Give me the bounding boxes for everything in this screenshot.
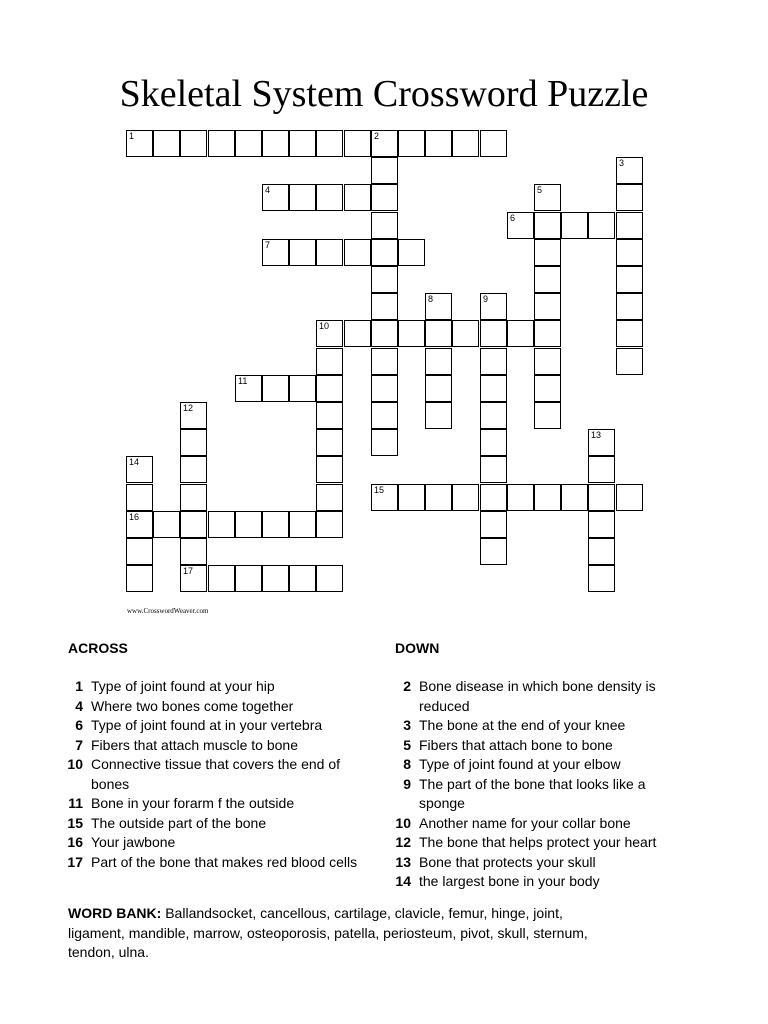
grid-cell[interactable] [262,375,289,402]
clue-number: 15 [67,814,83,831]
down-heading: DOWN [395,640,440,656]
across-clue [58,716,368,736]
grid-cell[interactable] [480,484,507,511]
grid-cell[interactable] [208,565,235,592]
across-clue [58,853,368,873]
clue-text: Your jawbone [91,834,176,850]
grid-cell[interactable] [480,456,507,483]
grid-cell[interactable] [235,375,262,402]
across-clue [58,736,368,756]
cell-number: 3 [619,158,625,168]
grid-cell[interactable] [452,130,479,157]
grid-cell[interactable] [534,402,561,429]
credit-text: www.CrosswordWeaver.com [127,607,209,615]
down-clue-list [386,677,686,892]
down-clue [386,853,686,873]
grid-cell[interactable] [316,184,343,211]
grid-cell[interactable] [289,375,316,402]
clue-text: Fibers that attach muscle to bone [91,736,298,753]
grid-cell[interactable] [534,484,561,511]
down-clue [386,872,686,892]
grid-cell[interactable] [534,184,561,211]
word-bank [68,904,608,963]
grid-cell[interactable] [480,348,507,375]
clue-text: The part of the bone that looks like a sponge [419,775,646,811]
grid-cell[interactable] [153,130,180,157]
grid-cell[interactable] [208,511,235,538]
grid-cell[interactable] [425,348,452,375]
grid-cell[interactable] [371,184,398,211]
grid-cell[interactable] [316,320,343,347]
grid-cell[interactable] [371,212,398,239]
down-clue [386,677,686,716]
grid-cell[interactable] [344,130,371,157]
clue-number: 3 [403,717,411,733]
grid-cell[interactable] [262,184,289,211]
clue-number: 5 [403,736,411,753]
grid-cell[interactable] [371,239,398,266]
grid-cell[interactable] [180,538,207,565]
cell-number: 11 [238,376,248,386]
cell-number: 13 [591,430,602,440]
grid-cell[interactable] [126,484,153,511]
grid-cell[interactable] [534,320,561,347]
grid-cell[interactable] [316,375,343,402]
grid-cell[interactable] [289,239,316,266]
grid-cell[interactable] [316,348,343,375]
grid-cell[interactable] [371,157,398,184]
grid-cell[interactable] [398,239,425,266]
grid-cell[interactable] [262,130,289,157]
grid-cell[interactable] [289,511,316,538]
clue-number: 1 [75,678,83,694]
grid-cell[interactable] [180,402,207,429]
clue-number: 8 [403,756,411,772]
grid-cell[interactable] [289,565,316,592]
grid-cell[interactable] [371,484,398,511]
cell-number: 5 [537,185,543,195]
clue-text: The outside part of the bone [91,814,267,831]
grid-cell[interactable] [425,293,452,320]
clue-text: Type of joint found at in your vertebra [91,717,323,733]
grid-cell[interactable] [262,239,289,266]
grid-cell[interactable] [452,320,479,347]
grid-cell[interactable] [180,565,207,592]
down-clue [386,736,686,756]
across-clue [58,814,368,834]
grid-cell[interactable] [534,375,561,402]
grid-cell[interactable] [180,429,207,456]
grid-cell[interactable] [480,320,507,347]
across-clue [58,833,368,853]
grid-cell[interactable] [316,565,343,592]
grid-cell[interactable] [616,239,643,266]
grid-cell[interactable] [398,130,425,157]
grid-cell[interactable] [208,130,235,157]
word-bank-text: Ballandsocket, cancellous, cartilage, clavicle, femur, hinge, joint, ligament, mandible, marrow, osteoporosis, patella, periosteum, pivot, skull, sternum, tendon, ulna. [68,905,588,960]
grid-cell[interactable] [507,212,534,239]
grid-cell[interactable] [480,375,507,402]
grid-cell[interactable] [371,320,398,347]
clue-text: Bone disease in which bone density is reduced [419,678,656,714]
cell-number: 9 [483,294,489,304]
grid-cell[interactable] [425,402,452,429]
grid-cell[interactable] [371,293,398,320]
grid-cell[interactable] [561,212,588,239]
grid-cell[interactable] [616,484,643,511]
grid-cell[interactable] [180,456,207,483]
cell-number: 1 [129,131,135,141]
clue-text: The bone that helps protect your heart [419,834,657,850]
cell-number: 8 [428,294,434,304]
grid-cell[interactable] [289,130,316,157]
down-clue [386,775,686,814]
grid-cell[interactable] [371,266,398,293]
clue-number: 16 [67,834,83,850]
grid-cell[interactable] [316,484,343,511]
grid-cell[interactable] [371,429,398,456]
grid-cell[interactable] [588,538,615,565]
grid-cell[interactable] [235,130,262,157]
clue-text: Part of the bone that makes red blood cells [91,853,358,870]
grid-cell[interactable] [534,266,561,293]
grid-cell[interactable] [480,511,507,538]
grid-cell[interactable] [344,239,371,266]
clue-number: 6 [75,717,83,733]
grid-cell[interactable] [507,320,534,347]
grid-cell[interactable] [425,484,452,511]
cell-number: 2 [374,131,380,141]
grid-cell[interactable] [588,212,615,239]
across-heading: ACROSS [68,640,128,656]
grid-cell[interactable] [180,130,207,157]
clue-text: Connective tissue that covers the end of bones [91,756,341,792]
down-clue [386,833,686,853]
down-clue [386,814,686,834]
grid-cell[interactable] [316,456,343,483]
grid-cell[interactable] [371,402,398,429]
across-clue [58,677,368,697]
grid-cell[interactable] [398,320,425,347]
grid-cell[interactable] [126,565,153,592]
clue-text: Bone that protects your skull [419,853,596,870]
grid-cell[interactable] [289,184,316,211]
grid-cell[interactable] [126,511,153,538]
clue-text: The bone at the end of your knee [419,717,626,733]
grid-cell[interactable] [480,130,507,157]
grid-cell[interactable] [316,511,343,538]
grid-cell[interactable] [262,511,289,538]
grid-cell[interactable] [616,212,643,239]
grid-cell[interactable] [316,402,343,429]
grid-cell[interactable] [616,184,643,211]
clue-text: Bone in your forarm f the outside [91,795,295,811]
grid-cell[interactable] [534,293,561,320]
clue-number: 14 [395,873,411,889]
grid-cell[interactable] [616,266,643,293]
across-clue [58,755,368,794]
grid-cell[interactable] [316,239,343,266]
grid-cell[interactable] [480,293,507,320]
grid-cell[interactable] [316,130,343,157]
clue-number: 17 [67,853,83,870]
grid-cell[interactable] [480,402,507,429]
grid-cell[interactable] [480,538,507,565]
word-bank-label: WORD BANK: [68,905,162,921]
cell-number: 16 [129,512,140,522]
grid-cell[interactable] [126,130,153,157]
grid-cell[interactable] [507,484,534,511]
grid-cell[interactable] [588,511,615,538]
clue-number: 4 [75,697,83,714]
grid-cell[interactable] [344,320,371,347]
grid-cell[interactable] [126,538,153,565]
grid-cell[interactable] [561,484,588,511]
grid-cell[interactable] [425,130,452,157]
clue-number: 10 [67,756,83,772]
across-clue-list [58,677,368,872]
grid-cell[interactable] [180,511,207,538]
grid-cell[interactable] [588,484,615,511]
cell-number: 14 [129,457,140,467]
cell-number: 6 [510,213,516,223]
clue-number: 13 [395,853,411,870]
grid-cell[interactable] [452,484,479,511]
cell-number: 12 [183,403,194,413]
grid-cell[interactable] [371,375,398,402]
clue-text: Another name for your collar bone [419,814,631,831]
cell-number: 15 [374,485,385,495]
grid-cell[interactable] [588,565,615,592]
grid-cell[interactable] [371,348,398,375]
grid-cell[interactable] [235,511,262,538]
page-title: Skeletal System Crossword Puzzle [119,73,649,115]
grid-cell[interactable] [534,212,561,239]
across-clue [58,697,368,717]
grid-cell[interactable] [616,348,643,375]
grid-cell[interactable] [616,157,643,184]
clue-number: 11 [68,795,83,811]
down-clue [386,716,686,736]
cell-number: 4 [265,185,271,195]
grid-cell[interactable] [588,429,615,456]
grid-cell[interactable] [480,429,507,456]
clue-text: the largest bone in your body [419,873,600,889]
clue-number: 12 [395,834,411,850]
grid-cell[interactable] [398,484,425,511]
cell-number: 17 [183,566,194,576]
grid-cell[interactable] [425,375,452,402]
grid-cell[interactable] [616,293,643,320]
clue-text: Where two bones come together [91,697,294,714]
grid-cell[interactable] [534,239,561,266]
grid-cell[interactable] [262,565,289,592]
grid-cell[interactable] [425,320,452,347]
across-clue [58,794,368,814]
grid-cell[interactable] [616,320,643,347]
grid-cell[interactable] [235,565,262,592]
down-clue [386,755,686,775]
clue-number: 7 [75,736,83,753]
clue-number: 9 [403,775,411,792]
grid-cell[interactable] [371,130,398,157]
grid-cell[interactable] [126,456,153,483]
grid-cell[interactable] [153,511,180,538]
grid-cell[interactable] [316,429,343,456]
clue-number: 2 [403,678,411,694]
grid-cell[interactable] [344,184,371,211]
cell-number: 7 [265,240,271,250]
clue-text: Type of joint found at your hip [91,678,275,694]
cell-number: 10 [319,321,330,331]
grid-cell[interactable] [534,348,561,375]
clue-number: 10 [395,814,411,831]
grid-cell[interactable] [180,484,207,511]
clue-text: Type of joint found at your elbow [419,756,621,772]
clue-text: Fibers that attach bone to bone [419,736,613,753]
grid-cell[interactable] [588,456,615,483]
